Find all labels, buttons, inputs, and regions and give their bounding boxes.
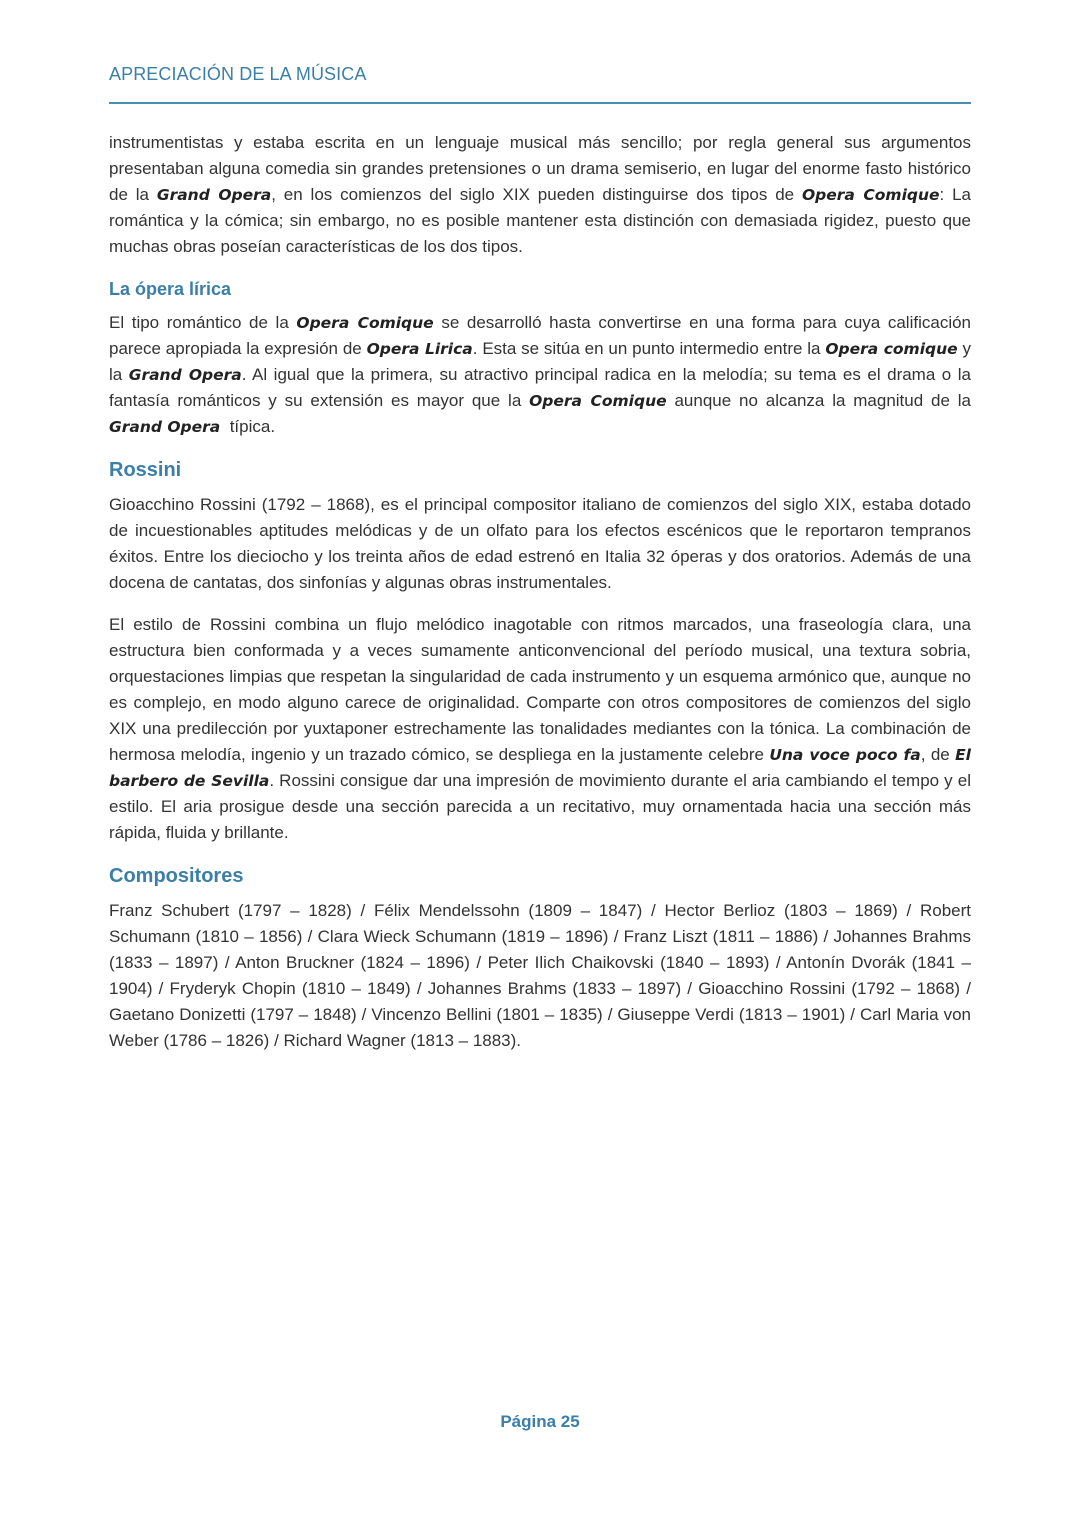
emphasis: Grand Opera: [128, 366, 242, 384]
text: se desarrolló hasta convertirse en una forma para cuya calificación parece apropiada la expresión de: [109, 313, 972, 358]
emphasis: Opera Lirica: [366, 340, 473, 358]
text: aunque no alcanza la magnitud de la: [666, 391, 971, 410]
text: . Rossini consigue dar una impresión de movimiento durante el aria cambiando el tempo y el estilo. El aria prosigue desde una sección parecida a un recitativo, muy ornamentada hacia una sección más rápida, fluida y brillante.: [109, 771, 971, 842]
emphasis: Grand Opera: [156, 186, 272, 204]
text: El tipo romántico de la: [109, 313, 297, 332]
text: : La romántica y la cómica; sin embargo, no es posible mantener esta distinción con demasiada rigidez, puesto que muchas obras poseían características de los dos tipos.: [109, 185, 972, 256]
section-heading-compositores: Compositores: [109, 865, 244, 887]
text: típica.: [220, 417, 276, 436]
text: , de: [920, 745, 956, 764]
paragraph-rossini-bio: Gioacchino Rossini (1792 – 1868), es el principal compositor italiano de comienzos del siglo XIX, estaba dotado de incuestionables aptitudes melódicas y de un olfato para los efectos escénicos que le reportaron tempranos éxitos. Entre los dieciocho y los treinta años de edad estrenó en Italia 32 óperas y dos oratorios. Además de una docena de cantatas, dos sinfonías y algunas obras instrumentales.: [109, 495, 971, 592]
page-content: [109, 130, 971, 1070]
page-number: Página 25: [500, 1412, 580, 1431]
text: instrumentistas y estaba escrita en un lenguaje musical más sencillo; por regla general sus argumentos presentaban alguna comedia sin grandes pretensiones o un drama semiserio, en lugar del enorme fasto histórico de la: [109, 133, 971, 204]
header-rule: [109, 102, 971, 104]
emphasis: Opera Comique: [296, 314, 434, 332]
emphasis: Opera Comique: [801, 186, 940, 204]
text: El estilo de Rossini combina un flujo melódico inagotable con ritmos marcados, una fraseología clara, una estructura bien conformada y a veces sumamente anticonvencional del período musical, una textura sobria, orquestaciones limpias que respetan la singularidad de cada instrumento y un esquema armónico que, aunque no es complejo, en modo alguno carece de originalidad. Comparte con otros compositores de comienzos del siglo XIX una predilección por yuxtaponer estrechamente las tonalidades mediantes con la tónica. La combinación de hermosa melodía, ingenio y un trazado cómico, se despliega en la justamente celebre: [109, 615, 971, 764]
section-heading-opera-lirica: La ópera lírica: [109, 279, 232, 299]
emphasis: Opera Comique: [529, 392, 667, 410]
emphasis: Grand Opera: [109, 418, 221, 436]
paragraph-opera-lirica: [109, 310, 971, 440]
running-header: APRECIACIÓN DE LA MÚSICA: [109, 64, 367, 84]
section-heading-rossini: Rossini: [109, 459, 182, 481]
text: . Al igual que la primera, su atractivo principal radica en la melodía; su tema es el drama o la fantasía románticos y su extensión es mayor que la: [109, 365, 971, 410]
emphasis: El barbero de Sevilla: [109, 746, 971, 790]
paragraph-rossini-style: [109, 612, 971, 846]
paragraph-compositores: Franz Schubert (1797 – 1828) / Félix Mendelssohn (1809 – 1847) / Hector Berlioz (1803 – 1869) / Robert Schumann (1810 – 1856) / Clara Wieck Schumann (1819 – 1896) / Franz Liszt (1811 – 1886) / Johannes Brahms (1833 – 1897) / Anton Bruckner (1824 – 1896) / Peter Ilich Chaikovski (1840 – 1893) / Antonín Dvorák (1841 – 1904) / Fryderyk Chopin (1810 – 1849) / Johannes Brahms (1833 – 1897) / Gioacchino Rossini (1792 – 1868) / Gaetano Donizetti (1797 – 1848) / Vincenzo Bellini (1801 – 1835) / Giuseppe Verdi (1813 – 1901) / Carl Maria von Weber (1786 – 1826) / Richard Wagner (1813 – 1883).: [109, 901, 971, 1050]
paragraph-opera-comique: [109, 130, 971, 260]
text: . Esta se sitúa en un punto intermedio entre la: [472, 339, 826, 358]
emphasis: Una voce poco fa: [769, 746, 921, 764]
text: , en los comienzos del siglo XIX pueden distinguirse dos tipos de: [271, 185, 802, 204]
text: y la: [109, 339, 971, 384]
emphasis: Opera comique: [825, 340, 958, 358]
